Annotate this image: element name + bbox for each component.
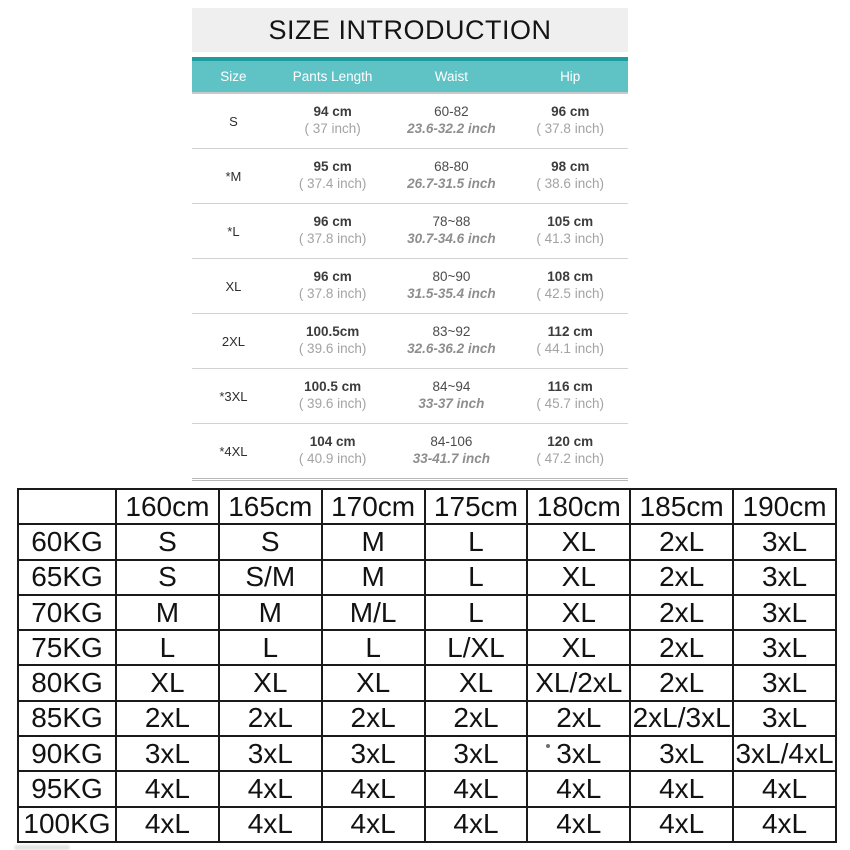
- matrix-cell: L: [219, 630, 322, 665]
- matrix-cell: 2xL: [425, 701, 528, 736]
- pants-length-cell: [275, 159, 391, 193]
- hip-cell: [512, 159, 628, 193]
- height-header-175cm: 175cm: [425, 489, 528, 524]
- matrix-cell: XL: [425, 665, 528, 700]
- matrix-cell: 4xL: [527, 807, 630, 842]
- matrix-cell: 4xL: [630, 807, 733, 842]
- length-cm: 100.5cm: [305, 324, 360, 340]
- weight-label: 90KG: [18, 736, 116, 771]
- header-waist: Waist: [434, 69, 469, 84]
- matrix-cell: 3xL: [733, 524, 836, 559]
- hip-inch: ( 45.7 inch): [536, 396, 604, 411]
- pants-length-cell: [275, 214, 391, 248]
- matrix-cell: M: [322, 524, 425, 559]
- hip-cell: [512, 379, 628, 413]
- length-inch: ( 40.9 inch): [298, 451, 367, 466]
- matrix-cell: [527, 736, 630, 771]
- matrix-cell: M: [322, 560, 425, 595]
- matrix-cell: 3xL: [733, 665, 836, 700]
- weight-label: 85KG: [18, 701, 116, 736]
- waist-cm: 78~88: [432, 214, 471, 230]
- size-row-2xl: [192, 314, 628, 369]
- hip-inch: ( 37.8 inch): [536, 121, 604, 136]
- pants-length-cell: [275, 434, 391, 468]
- waist-inch: 23.6-32.2 inch: [407, 121, 496, 136]
- hip-cell: [512, 104, 628, 138]
- matrix-cell: 3xL: [425, 736, 528, 771]
- length-inch: ( 37.8 inch): [298, 231, 367, 246]
- matrix-cell: 4xL: [733, 771, 836, 806]
- matrix-row-75kg: [18, 630, 836, 665]
- watermark-remnant: [14, 845, 70, 850]
- size-row-3xl: [192, 369, 628, 424]
- header-size: Size: [220, 69, 247, 84]
- size-introduction-title: SIZE INTRODUCTION: [192, 8, 628, 52]
- header-pants-length: Pants Length: [292, 69, 373, 84]
- length-inch: ( 39.6 inch): [298, 396, 367, 411]
- matrix-cell: S: [219, 524, 322, 559]
- waist-cm: 60-82: [434, 104, 469, 120]
- weight-label: 100KG: [18, 807, 116, 842]
- matrix-cell: 2xL: [527, 701, 630, 736]
- size-row-l: [192, 204, 628, 259]
- matrix-cell: 2xL: [630, 524, 733, 559]
- matrix-cell: 2xL: [219, 701, 322, 736]
- matrix-cell: M: [219, 595, 322, 630]
- matrix-cell-value: 3xL: [556, 737, 602, 769]
- length-cm: 104 cm: [309, 434, 356, 450]
- matrix-cell: L/XL: [425, 630, 528, 665]
- waist-inch: 30.7-34.6 inch: [407, 231, 496, 246]
- length-inch: ( 39.6 inch): [298, 341, 367, 356]
- matrix-cell: 3xL: [733, 701, 836, 736]
- waist-cell: [390, 269, 512, 303]
- waist-inch: 32.6-36.2 inch: [407, 341, 496, 356]
- waist-inch: 33-41.7 inch: [412, 451, 491, 466]
- matrix-row-90kg: [18, 736, 836, 771]
- pants-length-cell: [275, 269, 391, 303]
- matrix-cell: 4xL: [527, 771, 630, 806]
- hip-inch: ( 47.2 inch): [536, 451, 604, 466]
- matrix-cell: XL: [527, 630, 630, 665]
- matrix-row-80kg: [18, 665, 836, 700]
- matrix-header-row: [18, 489, 836, 524]
- matrix-cell: 4xL: [630, 771, 733, 806]
- waist-cm: 84-106: [430, 434, 473, 450]
- waist-cm: 83~92: [432, 324, 471, 340]
- size-cell: *3XL: [219, 388, 248, 404]
- matrix-cell: L: [425, 560, 528, 595]
- matrix-cell: 4xL: [425, 807, 528, 842]
- matrix-cell: 3xL: [630, 736, 733, 771]
- hip-inch: ( 44.1 inch): [536, 341, 604, 356]
- waist-inch: 31.5-35.4 inch: [407, 286, 496, 301]
- hip-cm: 108 cm: [547, 269, 594, 285]
- length-inch: ( 37.4 inch): [298, 176, 367, 191]
- matrix-cell: 3xL/4xL: [733, 736, 836, 771]
- matrix-cell: 4xL: [116, 771, 219, 806]
- hip-cm: 120 cm: [547, 434, 594, 450]
- length-cm: 96 cm: [313, 269, 352, 285]
- size-row-4xl: [192, 424, 628, 481]
- length-cm: 95 cm: [313, 159, 352, 175]
- length-cm: 100.5 cm: [304, 379, 362, 395]
- waist-cm: 68-80: [434, 159, 469, 175]
- matrix-cell: XL: [219, 665, 322, 700]
- size-cell: XL: [225, 278, 242, 294]
- size-cell: *4XL: [219, 443, 248, 459]
- hip-cm: 98 cm: [551, 159, 590, 175]
- height-header-165cm: 165cm: [219, 489, 322, 524]
- matrix-cell: XL/2xL: [527, 665, 630, 700]
- pants-length-cell: [275, 324, 391, 358]
- hip-cm: 105 cm: [547, 214, 594, 230]
- weight-label: 70KG: [18, 595, 116, 630]
- matrix-cell: L: [425, 524, 528, 559]
- size-cell: *L: [227, 223, 240, 239]
- weight-label: 80KG: [18, 665, 116, 700]
- length-cm: 94 cm: [313, 104, 352, 120]
- weight-label: 65KG: [18, 560, 116, 595]
- size-row-s: [192, 94, 628, 149]
- hip-cell: [512, 269, 628, 303]
- speck-artifact: [546, 744, 550, 748]
- pants-length-cell: [275, 104, 391, 138]
- waist-inch: 33-37 inch: [418, 396, 485, 411]
- hip-inch: ( 41.3 inch): [536, 231, 604, 246]
- matrix-cell: 3xL: [733, 595, 836, 630]
- length-cm: 96 cm: [313, 214, 352, 230]
- matrix-cell: L: [322, 630, 425, 665]
- hip-cm: 112 cm: [547, 324, 593, 340]
- waist-cell: [390, 159, 512, 193]
- size-introduction-table: [192, 8, 628, 481]
- matrix-row-100kg: [18, 807, 836, 842]
- height-header-180cm: 180cm: [527, 489, 630, 524]
- matrix-cell: L: [425, 595, 528, 630]
- waist-cell: [390, 324, 512, 358]
- matrix-cell: S/M: [219, 560, 322, 595]
- waist-inch: 26.7-31.5 inch: [407, 176, 496, 191]
- size-table-header-row: [192, 61, 628, 94]
- matrix-cell: 3xL: [733, 630, 836, 665]
- matrix-cell: S: [116, 524, 219, 559]
- matrix-cell: XL: [527, 524, 630, 559]
- matrix-cell: XL: [116, 665, 219, 700]
- hip-cell: [512, 214, 628, 248]
- matrix-cell: M/L: [322, 595, 425, 630]
- matrix-row-70kg: [18, 595, 836, 630]
- matrix-cell: 4xL: [116, 807, 219, 842]
- waist-cm: 80~90: [432, 269, 471, 285]
- matrix-cell: 2xL: [116, 701, 219, 736]
- matrix-cell: 2xL: [630, 630, 733, 665]
- matrix-cell: 4xL: [322, 807, 425, 842]
- matrix-cell: 4xL: [733, 807, 836, 842]
- hip-cm: 116 cm: [547, 379, 593, 395]
- matrix-row-85kg: [18, 701, 836, 736]
- height-weight-fit-matrix: [17, 488, 837, 843]
- matrix-cell: S: [116, 560, 219, 595]
- matrix-cell: 4xL: [322, 771, 425, 806]
- hip-inch: ( 38.6 inch): [536, 176, 604, 191]
- height-header-190cm: 190cm: [733, 489, 836, 524]
- matrix-cell: 3xL: [322, 736, 425, 771]
- size-cell: 2XL: [221, 333, 245, 349]
- size-cell: *M: [225, 168, 242, 184]
- hip-cell: [512, 324, 628, 358]
- matrix-cell: 2xL: [630, 560, 733, 595]
- matrix-row-65kg: [18, 560, 836, 595]
- weight-label: 95KG: [18, 771, 116, 806]
- waist-cell: [390, 434, 512, 468]
- hip-cm: 96 cm: [551, 104, 590, 120]
- header-hip: Hip: [560, 69, 581, 84]
- hip-cell: [512, 434, 628, 468]
- matrix-row-95kg: [18, 771, 836, 806]
- matrix-cell: 4xL: [425, 771, 528, 806]
- matrix-cell: 4xL: [219, 807, 322, 842]
- size-row-xl: [192, 259, 628, 314]
- waist-cell: [390, 104, 512, 138]
- matrix-cell: 2xL: [630, 595, 733, 630]
- matrix-row-60kg: [18, 524, 836, 559]
- matrix-cell: 3xL: [116, 736, 219, 771]
- height-header-185cm: 185cm: [630, 489, 733, 524]
- matrix-cell: 2xL: [630, 665, 733, 700]
- matrix-cell: 2xL: [322, 701, 425, 736]
- matrix-corner-cell: [18, 489, 116, 524]
- waist-cell: [390, 214, 512, 248]
- length-inch: ( 37.8 inch): [298, 286, 367, 301]
- size-row-m: [192, 149, 628, 204]
- waist-cm: 84~94: [432, 379, 471, 395]
- matrix-cell: L: [116, 630, 219, 665]
- matrix-cell: 2xL/3xL: [630, 701, 733, 736]
- matrix-cell: 3xL: [219, 736, 322, 771]
- hip-inch: ( 42.5 inch): [536, 286, 604, 301]
- pants-length-cell: [275, 379, 391, 413]
- waist-cell: [390, 379, 512, 413]
- weight-label: 60KG: [18, 524, 116, 559]
- matrix-cell: 4xL: [219, 771, 322, 806]
- size-cell: S: [229, 113, 238, 129]
- matrix-cell: 3xL: [733, 560, 836, 595]
- length-inch: ( 37 inch): [304, 121, 361, 136]
- matrix-cell: M: [116, 595, 219, 630]
- matrix-cell: XL: [322, 665, 425, 700]
- weight-label: 75KG: [18, 630, 116, 665]
- matrix-cell: XL: [527, 595, 630, 630]
- matrix-cell: XL: [527, 560, 630, 595]
- height-header-160cm: 160cm: [116, 489, 219, 524]
- height-header-170cm: 170cm: [322, 489, 425, 524]
